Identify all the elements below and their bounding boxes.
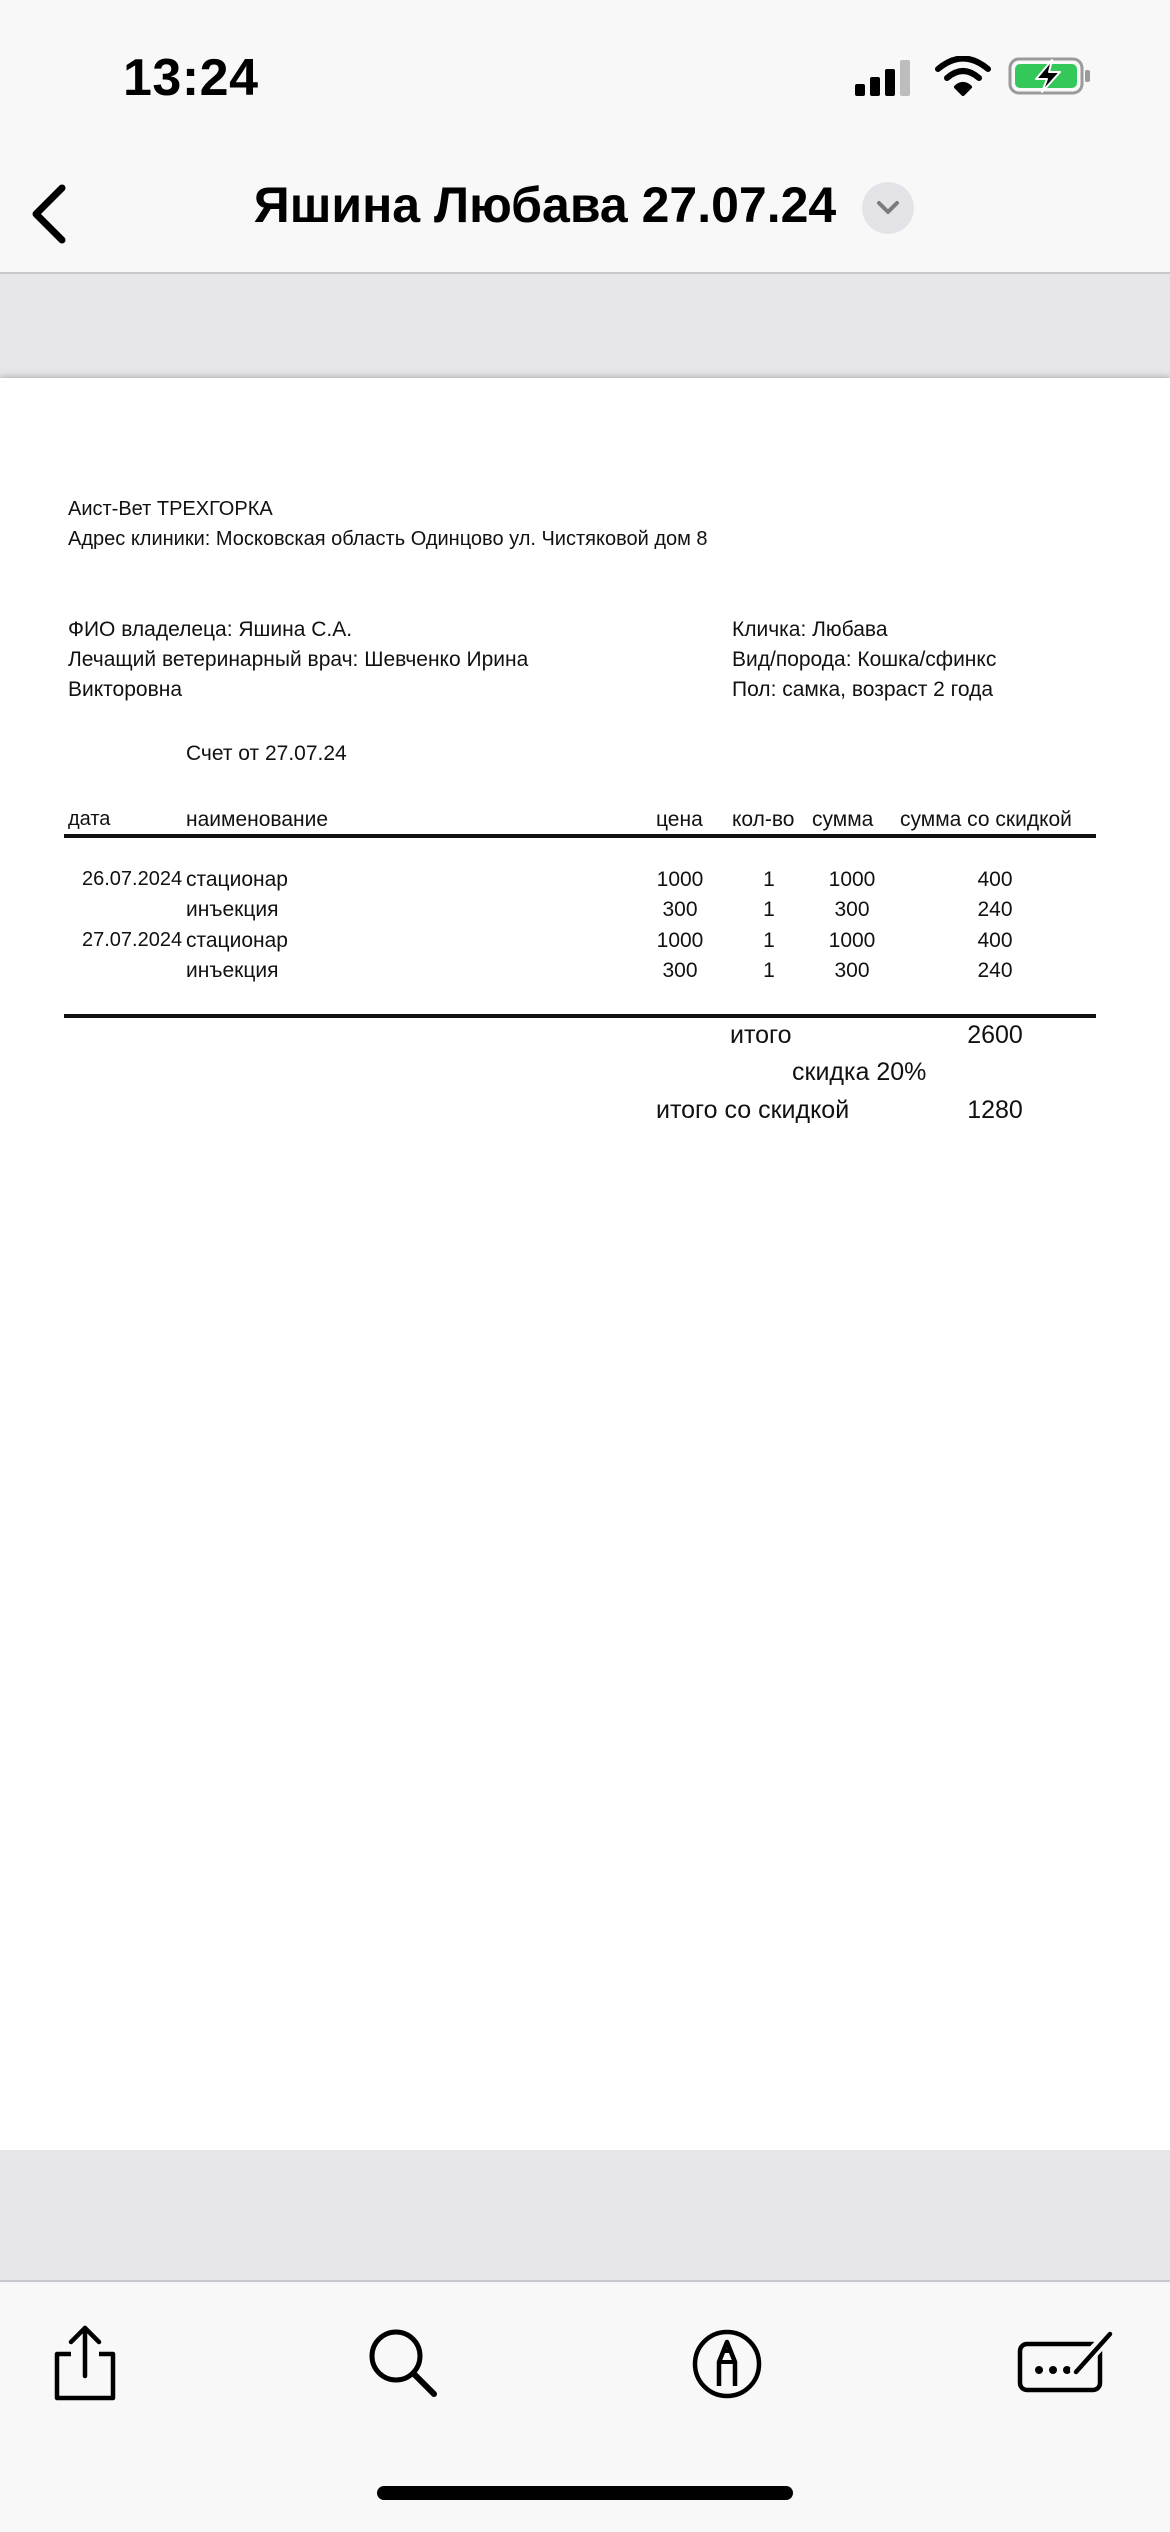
row-price: 300 — [662, 898, 698, 921]
row-qty: 1 — [763, 959, 775, 982]
row-qty: 1 — [763, 898, 775, 921]
owner-name: ФИО владелеца: Яшина С.А. — [68, 618, 353, 641]
row-sum: 300 — [834, 898, 870, 921]
total-discounted-label: итого со скидкой — [656, 1096, 850, 1124]
clinic-name: Аист-Вет ТРЕХГОРКА — [68, 498, 273, 520]
row-name: инъекция — [186, 959, 279, 982]
signature-icon[interactable] — [1014, 2320, 1118, 2404]
document-page — [0, 378, 1170, 2150]
total-discounted-value: 1280 — [967, 1096, 1023, 1124]
pet-sex-age: Пол: самка, возраст 2 года — [732, 678, 994, 701]
battery-charging-icon — [1008, 56, 1092, 96]
table-header-rule — [64, 834, 1096, 838]
doctor-name-line1: Лечащий ветеринарный врач: Шевченко Ирина — [68, 648, 529, 671]
discount-label: скидка 20% — [792, 1058, 927, 1086]
row-qty: 1 — [763, 868, 775, 891]
invoice-title: Счет от 27.07.24 — [186, 742, 347, 765]
search-icon[interactable] — [362, 2320, 446, 2404]
share-icon[interactable] — [43, 2320, 127, 2404]
row-date: 27.07.2024 — [82, 929, 183, 951]
row-sum: 300 — [834, 959, 870, 982]
total-label: итого — [730, 1021, 792, 1049]
row-name: инъекция — [186, 898, 279, 921]
chevron-down-icon[interactable] — [862, 182, 914, 234]
column-header-discounted-sum: сумма со скидкой — [900, 808, 1072, 831]
row-date: 26.07.2024 — [82, 868, 183, 890]
status-bar — [0, 0, 1170, 150]
row-name: стационар — [186, 868, 288, 891]
column-header-date: дата — [68, 808, 111, 830]
markup-icon[interactable] — [685, 2320, 769, 2404]
home-indicator — [377, 2486, 793, 2500]
doctor-name-line2: Викторовна — [68, 678, 183, 701]
row-price: 1000 — [656, 868, 704, 891]
status-time: 13:24 — [123, 49, 259, 107]
cellular-signal-icon — [855, 60, 915, 96]
row-qty: 1 — [763, 929, 775, 952]
column-header-name: наименование — [186, 808, 329, 831]
column-header-qty: кол-во — [732, 808, 795, 831]
total-value: 2600 — [967, 1021, 1023, 1049]
row-price: 300 — [662, 959, 698, 982]
row-discounted-sum: 400 — [977, 868, 1013, 891]
column-header-sum: сумма — [812, 808, 874, 831]
row-name: стационар — [186, 929, 288, 952]
row-discounted-sum: 240 — [977, 959, 1013, 982]
document-viewer-background-top — [0, 274, 1170, 378]
row-discounted-sum: 240 — [977, 898, 1013, 921]
row-sum: 1000 — [828, 929, 876, 952]
row-discounted-sum: 400 — [977, 929, 1013, 952]
document-viewer-background-bottom — [0, 2150, 1170, 2282]
table-footer-rule — [64, 1014, 1096, 1018]
column-header-price: цена — [656, 808, 703, 831]
clinic-address: Адрес клиники: Московская область Одинцово ул. Чистяковой дом 8 — [68, 528, 708, 550]
document-title[interactable]: Яшина Любава 27.07.24 — [253, 177, 837, 233]
row-sum: 1000 — [828, 868, 876, 891]
pet-name: Кличка: Любава — [732, 618, 888, 641]
row-price: 1000 — [656, 929, 704, 952]
pet-breed: Вид/порода: Кошка/сфинкс — [732, 648, 997, 671]
wifi-icon — [935, 56, 991, 96]
navigation-bar — [0, 150, 1170, 274]
